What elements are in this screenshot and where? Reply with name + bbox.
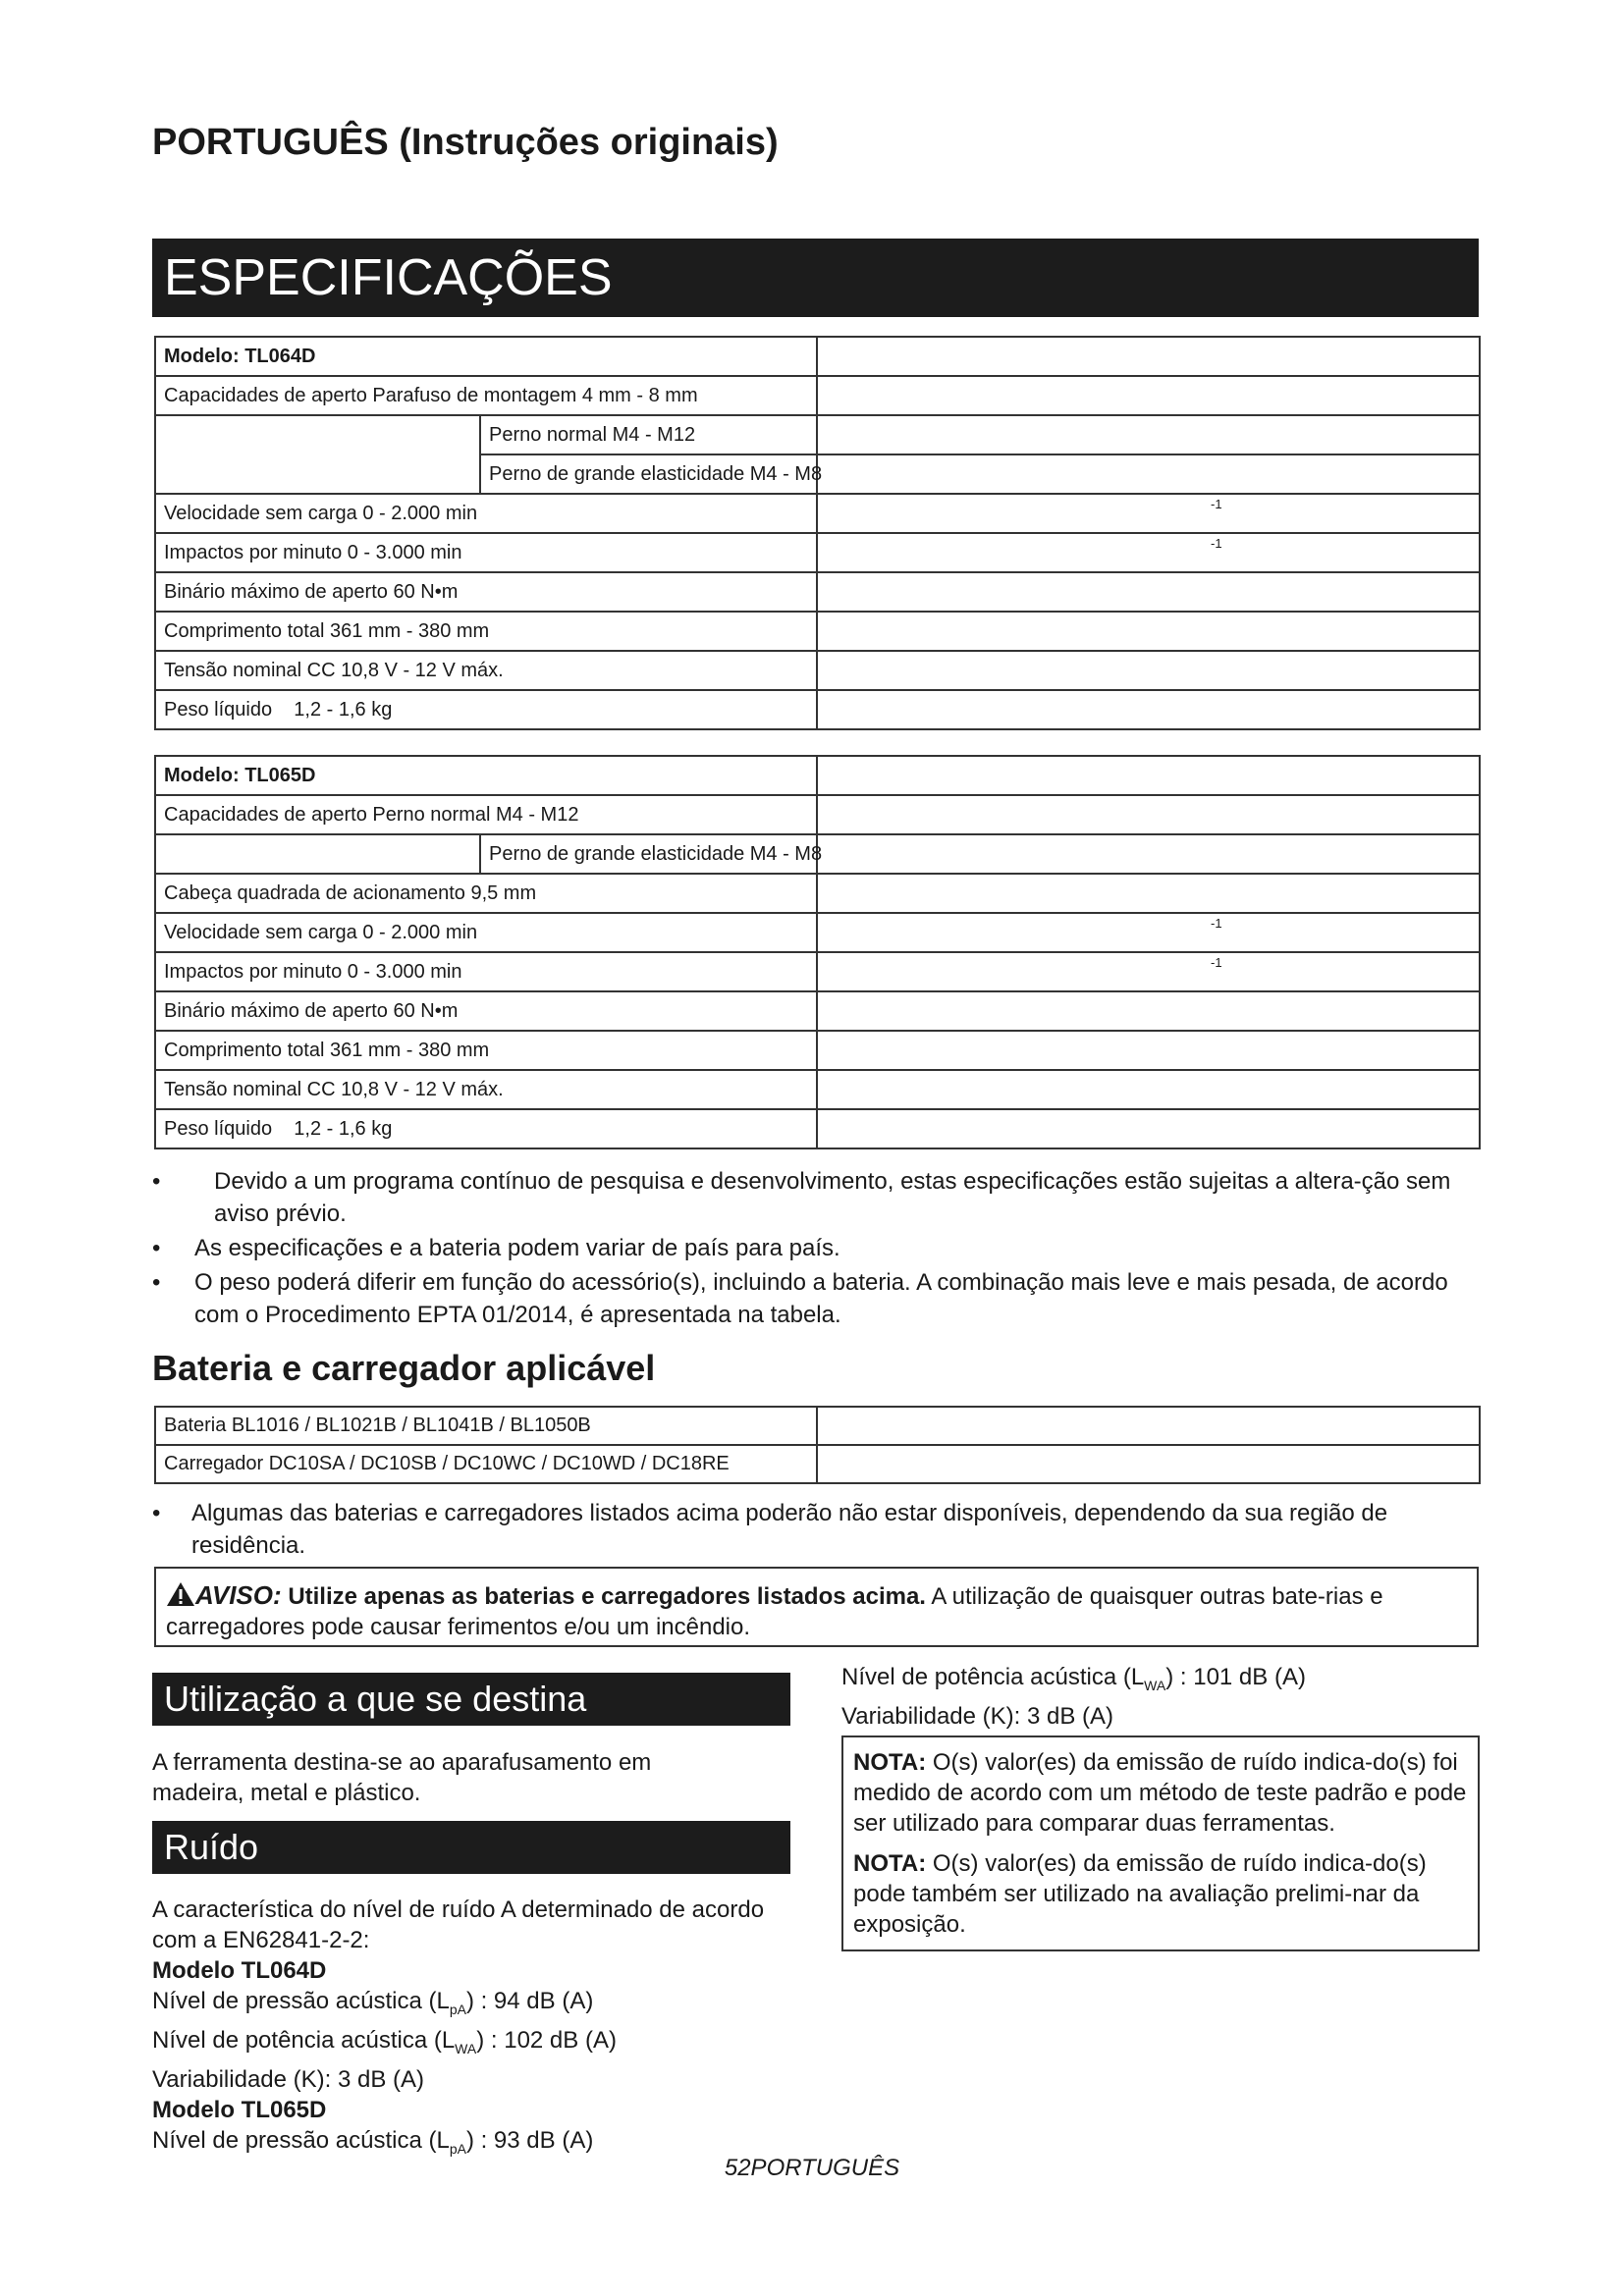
table-row bbox=[155, 572, 1480, 612]
value-cell bbox=[817, 1407, 1480, 1445]
specifications-banner: ESPECIFICAÇÕES bbox=[152, 239, 1479, 317]
note-text: Devido a um programa contínuo de pesquisa e desenvolvimento, estas especificações estão sujeitas a altera-ção sem aviso prévio. bbox=[214, 1168, 1451, 1227]
table-row bbox=[155, 756, 1480, 795]
spec-cell: Perno de grande elasticidade M4 - M8 bbox=[480, 834, 817, 874]
table-row bbox=[155, 874, 1480, 913]
empty-cell bbox=[155, 454, 480, 494]
value-cell bbox=[817, 454, 1480, 494]
empty-cell bbox=[155, 415, 480, 454]
value-cell bbox=[817, 874, 1480, 913]
spec-cell: Impactos por minuto 0 - 3.000 min bbox=[155, 952, 817, 991]
value-cell bbox=[817, 834, 1480, 874]
empty-cell bbox=[155, 834, 480, 874]
spec-cell: Capacidades de aperto Perno normal M4 - M12 bbox=[155, 795, 817, 834]
tl064d-variability: Variabilidade (K): 3 dB (A) bbox=[152, 2065, 425, 2093]
noise-heading: Ruído bbox=[152, 1821, 790, 1874]
spec-cell: Binário máximo de aperto 60 N•m bbox=[155, 572, 817, 612]
intended-use-heading: Utilização a que se destina bbox=[152, 1673, 790, 1726]
battery-heading: Bateria e carregador aplicável bbox=[152, 1348, 656, 1388]
value-cell bbox=[817, 337, 1480, 376]
table-row bbox=[155, 454, 1480, 494]
table-row bbox=[155, 952, 1480, 991]
table-row bbox=[155, 494, 1480, 533]
list-item bbox=[152, 1497, 1488, 1562]
value-cell bbox=[817, 415, 1480, 454]
spec-cell: Peso líquido 1,2 - 1,6 kg bbox=[155, 1109, 817, 1148]
value-cell bbox=[817, 991, 1480, 1031]
table-row bbox=[155, 376, 1480, 415]
spec-cell: Binário máximo de aperto 60 N•m bbox=[155, 991, 817, 1031]
noise-right-column bbox=[841, 1662, 1480, 1732]
value-cell bbox=[817, 1031, 1480, 1070]
value-cell bbox=[817, 494, 1480, 533]
table-row bbox=[155, 337, 1480, 376]
table-row bbox=[155, 991, 1480, 1031]
spec-cell: Velocidade sem carga 0 - 2.000 min bbox=[155, 913, 817, 952]
table-row bbox=[155, 1445, 1480, 1483]
unit-superscript: -1 bbox=[1211, 916, 1222, 931]
table-row bbox=[155, 1407, 1480, 1445]
noise-left-column bbox=[152, 1895, 781, 2163]
value-cell bbox=[817, 690, 1480, 729]
table-row bbox=[155, 795, 1480, 834]
spec-cell: Tensão nominal CC 10,8 V - 12 V máx. bbox=[155, 651, 817, 690]
value-cell bbox=[817, 651, 1480, 690]
value-cell bbox=[817, 756, 1480, 795]
note-text: Algumas das baterias e carregadores listados acima poderão não estar disponíveis, dependendo da sua região de residência. bbox=[191, 1500, 1388, 1559]
list-item bbox=[152, 1232, 1488, 1264]
table-row bbox=[155, 834, 1480, 874]
value-cell bbox=[817, 572, 1480, 612]
list-item bbox=[152, 1165, 1488, 1230]
spec-cell: Impactos por minuto 0 - 3.000 min bbox=[155, 533, 817, 572]
table-row bbox=[155, 690, 1480, 729]
value-cell bbox=[817, 1445, 1480, 1483]
table-row bbox=[155, 415, 1480, 454]
value-cell bbox=[817, 1109, 1480, 1148]
unit-superscript: -1 bbox=[1211, 497, 1222, 511]
noise-intro: A característica do nível de ruído A determinado de acordo com a EN62841-2-2: bbox=[152, 1896, 765, 1953]
page-language-title: PORTUGUÊS (Instruções originais) bbox=[152, 122, 779, 163]
page-footer: 52PORTUGUÊS bbox=[724, 2155, 900, 2181]
value-cell bbox=[817, 913, 1480, 952]
tl065d-variability: Variabilidade (K): 3 dB (A) bbox=[841, 1702, 1114, 1730]
bullet: • bbox=[152, 1168, 161, 1195]
table-row bbox=[155, 533, 1480, 572]
unit-superscript: -1 bbox=[1211, 536, 1222, 551]
tl064d-pressure-level: Nível de pressão acústica $(L_{pA})$ : 94 dB (A) bbox=[152, 1988, 594, 2017]
table-row bbox=[155, 1109, 1480, 1148]
spec-notes-list bbox=[152, 1165, 1488, 1333]
warning-label: AVISO: bbox=[195, 1580, 282, 1610]
model-cell: Modelo: TL064D bbox=[155, 337, 817, 376]
spec-table-tl064d bbox=[154, 336, 1481, 730]
warning-box bbox=[154, 1567, 1479, 1647]
battery-table bbox=[154, 1406, 1481, 1484]
bullet: • bbox=[152, 1269, 161, 1296]
charger-cell: Carregador DC10SA / DC10SB / DC10WC / DC10WD / DC18RE bbox=[155, 1445, 817, 1483]
nota-2: NOTA: O(s) valor(es) da emissão de ruído indica-do(s) pode também ser utilizado na avaliação prelimi-nar da exposição. bbox=[853, 1850, 1427, 1938]
table-row bbox=[155, 612, 1480, 651]
bullet: • bbox=[152, 1235, 161, 1261]
tl064d-power-level: Nível de potência acústica $(L_{WA})$ : 102 dB (A) bbox=[152, 2026, 617, 2056]
value-cell bbox=[817, 376, 1480, 415]
battery-notes-list bbox=[152, 1497, 1488, 1564]
value-cell bbox=[817, 952, 1480, 991]
spec-cell: Capacidades de aperto Parafuso de montagem 4 mm - 8 mm bbox=[155, 376, 817, 415]
warning-triangle-icon bbox=[166, 1581, 195, 1607]
unit-superscript: -1 bbox=[1211, 955, 1222, 970]
list-item bbox=[152, 1266, 1488, 1331]
nota-box bbox=[841, 1735, 1480, 1951]
table-row bbox=[155, 913, 1480, 952]
warning-text: A utilização de quaisquer outras bate-rias e carregadores pode causar ferimentos e/ou um incêndio. bbox=[166, 1583, 1383, 1640]
value-cell bbox=[817, 1070, 1480, 1109]
spec-cell: Cabeça quadrada de acionamento 9,5 mm bbox=[155, 874, 817, 913]
spec-cell: Comprimento total 361 mm - 380 mm bbox=[155, 1031, 817, 1070]
spec-cell: Peso líquido 1,2 - 1,6 kg bbox=[155, 690, 817, 729]
spec-cell: Tensão nominal CC 10,8 V - 12 V máx. bbox=[155, 1070, 817, 1109]
battery-cell: Bateria BL1016 / BL1021B / BL1041B / BL1050B bbox=[155, 1407, 817, 1445]
note-text: As especificações e a bateria podem variar de país para país. bbox=[194, 1235, 840, 1261]
spec-cell: Perno de grande elasticidade M4 - M8 bbox=[480, 454, 817, 494]
table-row bbox=[155, 1070, 1480, 1109]
spec-cell: Perno normal M4 - M12 bbox=[480, 415, 817, 454]
table-row bbox=[155, 651, 1480, 690]
model-cell: Modelo: TL065D bbox=[155, 756, 817, 795]
nota-1: NOTA: O(s) valor(es) da emissão de ruído indica-do(s) foi medido de acordo com um método de teste padrão e pode ser utilizado para comparar duas ferramentas. bbox=[853, 1749, 1467, 1837]
intended-use-text: A ferramenta destina-se ao aparafusamento em madeira, metal e plástico. bbox=[152, 1749, 652, 1806]
value-cell bbox=[817, 533, 1480, 572]
spec-cell: Velocidade sem carga 0 - 2.000 min bbox=[155, 494, 817, 533]
bullet: • bbox=[152, 1500, 161, 1526]
note-text: O peso poderá diferir em função do acessório(s), incluindo a bateria. A combinação mais leve e mais pesada, de acordo com o Procedimento EPTA 01/2014, é apresentada na tabela. bbox=[194, 1269, 1448, 1328]
value-cell bbox=[817, 612, 1480, 651]
model-tl065d-label: Modelo TL065D bbox=[152, 2096, 327, 2123]
table-row bbox=[155, 1031, 1480, 1070]
tl065d-power-level: Nível de potência acústica $(L_{WA})$ : 101 dB (A) bbox=[841, 1664, 1306, 1693]
warning-bold-text: Utilize apenas as baterias e carregadores listados acima. bbox=[288, 1583, 926, 1610]
value-cell bbox=[817, 795, 1480, 834]
model-tl064d-label: Modelo TL064D bbox=[152, 1957, 327, 1984]
spec-cell: Comprimento total 361 mm - 380 mm bbox=[155, 612, 817, 651]
spec-table-tl065d bbox=[154, 755, 1481, 1149]
tl065d-pressure-level: Nível de pressão acústica $(L_{pA})$ : 93 dB (A) bbox=[152, 2126, 594, 2157]
